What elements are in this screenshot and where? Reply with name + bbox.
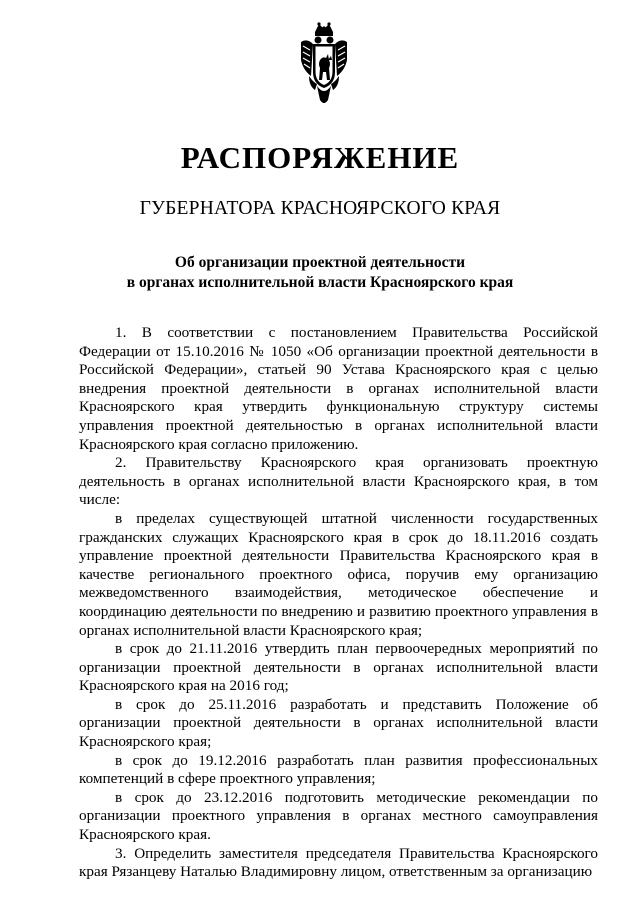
paragraph-2-item-1: в пределах существующей штатной численности государственных гражданских служащих Красноярского края в срок до 18.11.2016 создать управление проектной деятельности Правительства Красноярского края в качестве регионального проектного офиса, поручив ему организацию межведомственного взаимодействия, методическое обеспечение и координацию деятельности по внедрению и развитию проектного управления в органах исполнительной власти Красноярского края; bbox=[79, 509, 598, 639]
subject-line-1: Об организации проектной деятельности bbox=[174, 254, 466, 271]
subject-line-2: в органах исполнительной власти Красноярского края bbox=[126, 274, 514, 291]
paragraph-2-item-3: в срок до 25.11.2016 разработать и представить Положение об организации проектной деятельности в органах исполнительной власти Красноярского края; bbox=[79, 695, 598, 751]
document-title: РАСПОРЯЖЕНИЕ bbox=[180, 140, 460, 175]
paragraph-3: 3. Определить заместителя председателя Правительства Красноярского края Рязанцеву Наталью Владимировну лицом, ответственным за организацию bbox=[79, 844, 598, 881]
document-body bbox=[79, 324, 598, 882]
paragraph-2: 2. Правительству Красноярского края организовать проектную деятельность в органах исполнительной власти Красноярского края, в том числе: bbox=[79, 454, 598, 509]
paragraph-2-item-5: в срок до 23.12.2016 подготовить методические рекомендации по организации проектного управления в органах местного самоуправления Красноярского края. bbox=[79, 788, 598, 844]
coat-of-arms-icon bbox=[297, 20, 351, 112]
paragraph-1: 1. В соответствии с постановлением Правительства Российской Федерации от 15.10.2016 № 1050 «Об организации проектной деятельности в Российской Федерации», статьей 90 Устава Красноярского края с целью внедрения проектной деятельности в органах исполнительной власти Красноярского края утвердить функциональную структуру системы управления проектной деятельностью в органах исполнительной власти Красноярского края согласно приложению. bbox=[79, 324, 598, 453]
paragraph-2-item-2: в срок до 21.11.2016 утвердить план первоочередных мероприятий по организации проектной деятельности в органах исполнительной власти Красноярского края на 2016 год; bbox=[79, 640, 598, 695]
paragraph-2-item-4: в срок до 19.12.2016 разработать план развития профессиональных компетенций в сфере проектного управления; bbox=[79, 751, 598, 788]
document-subject bbox=[0, 253, 640, 293]
document-issuer: ГУБЕРНАТОРА КРАСНОЯРСКОГО КРАЯ bbox=[139, 198, 501, 219]
